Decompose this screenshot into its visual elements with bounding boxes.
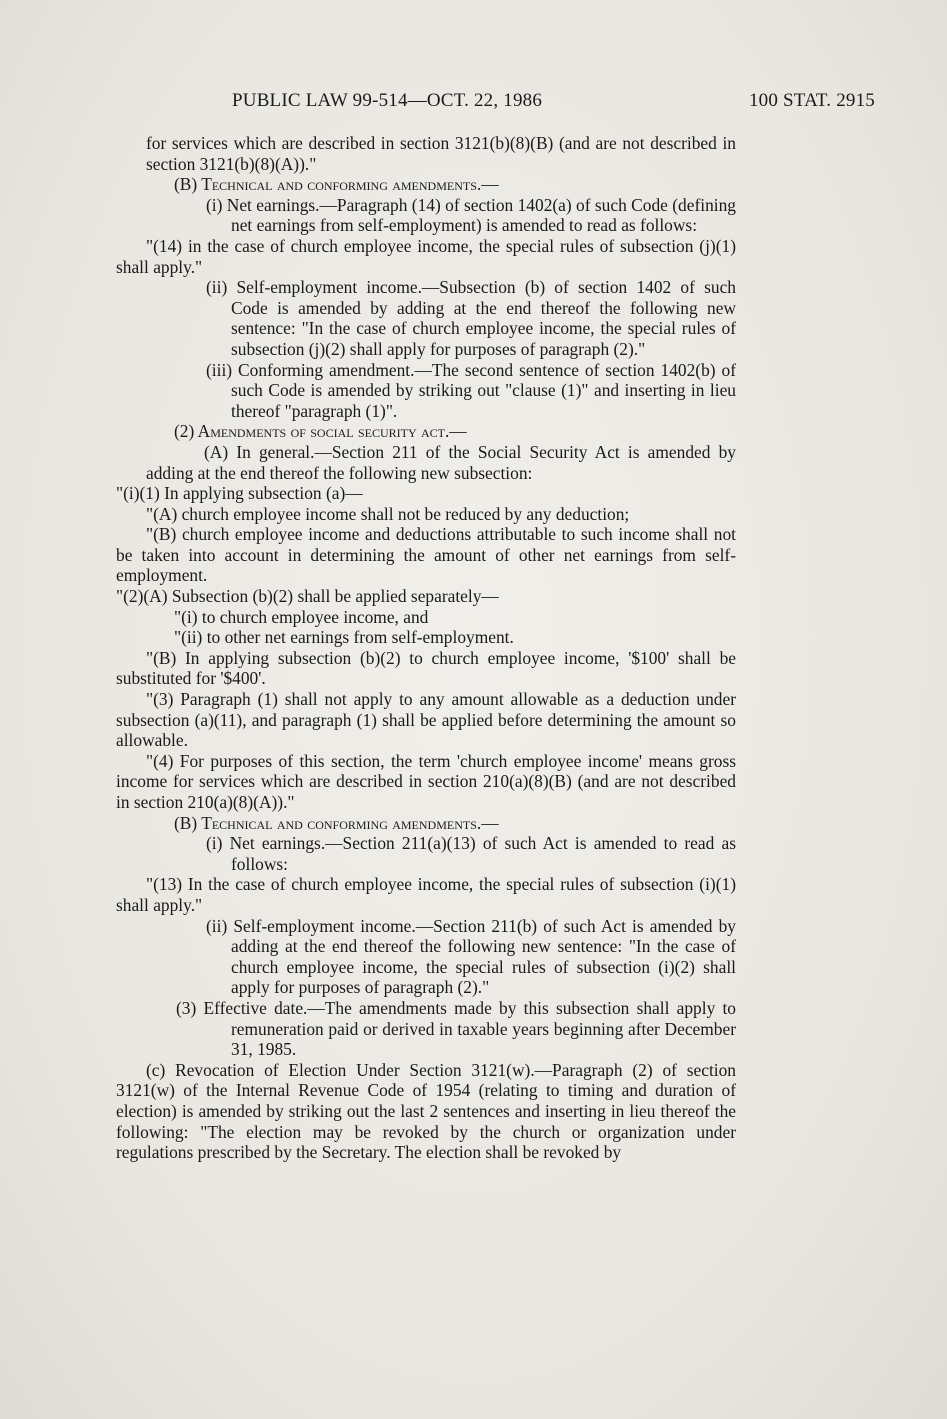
quoted-14: "(14) in the case of church employee income, the special rules of subsection (j)(1) shall apply." xyxy=(116,235,736,277)
paragraph-c-revocation: (c) Revocation of Election Under Section 3121(w).—Paragraph (2) of section 3121(w) of the Internal Revenue Code of 1954 (relating to timing and duration of election) is amended by striking out the last 2 sentences and inserting in lieu thereof the following: "The election may be revoked by the church or organization under regulations prescribed by the Secretary. The election shall be revoked by xyxy=(116,1059,736,1163)
paragraph-iii-conforming: (iii) Conforming amendment.—The second sentence of section 1402(b) of such Code is amended by striking out "clause (1)" and inserting in lieu thereof "paragraph (1)". xyxy=(206,359,736,421)
quoted-13: "(13) In the case of church employee income, the special rules of subsection (i)(1) shall apply." xyxy=(116,874,736,915)
heading-b-technical-2: (B) Technical and conforming amendments.— xyxy=(174,812,499,833)
quoted-2a-ii: "(ii) to other net earnings from self-employment. xyxy=(174,627,514,648)
quoted-3: "(3) Paragraph (1) shall not apply to any amount allowable as a deduction under subsection (a)(11), and paragraph (1) shall be applied before determining the amount so allowable. xyxy=(116,689,736,751)
quoted-2a: "(2)(A) Subsection (b)(2) shall be applied separately— xyxy=(116,586,499,607)
quoted-a: "(A) church employee income shall not be reduced by any deduction; xyxy=(146,503,630,524)
statute-page-number: 100 STAT. 2915 xyxy=(748,90,875,111)
paragraph-ii-self-employment: (ii) Self-employment income.—Subsection (b) of section 1402 of such Code is amended by adding at the end thereof the following new sentence: "In the case of church employee income, the special rules of subsection (j)(2) shall apply for purposes of paragraph (2)." xyxy=(206,277,736,359)
paragraph-i-net-earnings-2: (i) Net earnings.—Section 211(a)(13) of such Act is amended to read as follows: xyxy=(206,833,736,874)
paragraph-a-in-general: (A) In general.—Section 211 of the Social Security Act is amended by adding at the end thereof the following new subsection: xyxy=(146,441,736,483)
quoted-4: "(4) For purposes of this section, the term 'church employee income' means gross income for services which are described in section 210(a)(8)(B) (and are not described in section 210(a)(8)(A))." xyxy=(116,750,736,812)
quoted-b: "(B) church employee income and deductions attributable to such income shall not be taken into account in determining the amount of other net earnings from self-employment. xyxy=(116,524,736,586)
quoted-i-1: "(i)(1) In applying subsection (a)— xyxy=(116,483,363,504)
paragraph-ii-self-employment-2: (ii) Self-employment income.—Section 211(b) of such Act is amended by adding at the end thereof the following new sentence: "In the case of church employee income, the special rules of subsection (i)(2) shall apply for purposes of paragraph (2)." xyxy=(206,915,736,998)
paragraph-continuation: for services which are described in section 3121(b)(8)(B) (and are not described in section 3121(b)(8)(A))." xyxy=(146,133,736,174)
quoted-2a-i: "(i) to church employee income, and xyxy=(174,606,429,627)
paragraph-i-net-earnings: (i) Net earnings.—Paragraph (14) of section 1402(a) of such Code (defining net earnings from self-employment) is amended to read as follows: xyxy=(206,194,736,236)
heading-b-technical: (B) Technical and conforming amendments.— xyxy=(174,174,499,195)
paragraph-3-effective-date: (3) Effective date.—The amendments made by this subsection shall apply to remuneration paid or derived in taxable years beginning after December 31, 1985. xyxy=(176,997,736,1060)
running-title: PUBLIC LAW 99-514—OCT. 22, 1986 xyxy=(232,90,543,111)
heading-2-amendments: (2) Amendments of social security act.— xyxy=(174,421,467,442)
quoted-2b: "(B) In applying subsection (b)(2) to church employee income, '$100' shall be substituted for '$400'. xyxy=(116,647,736,689)
document-body xyxy=(116,133,736,1163)
